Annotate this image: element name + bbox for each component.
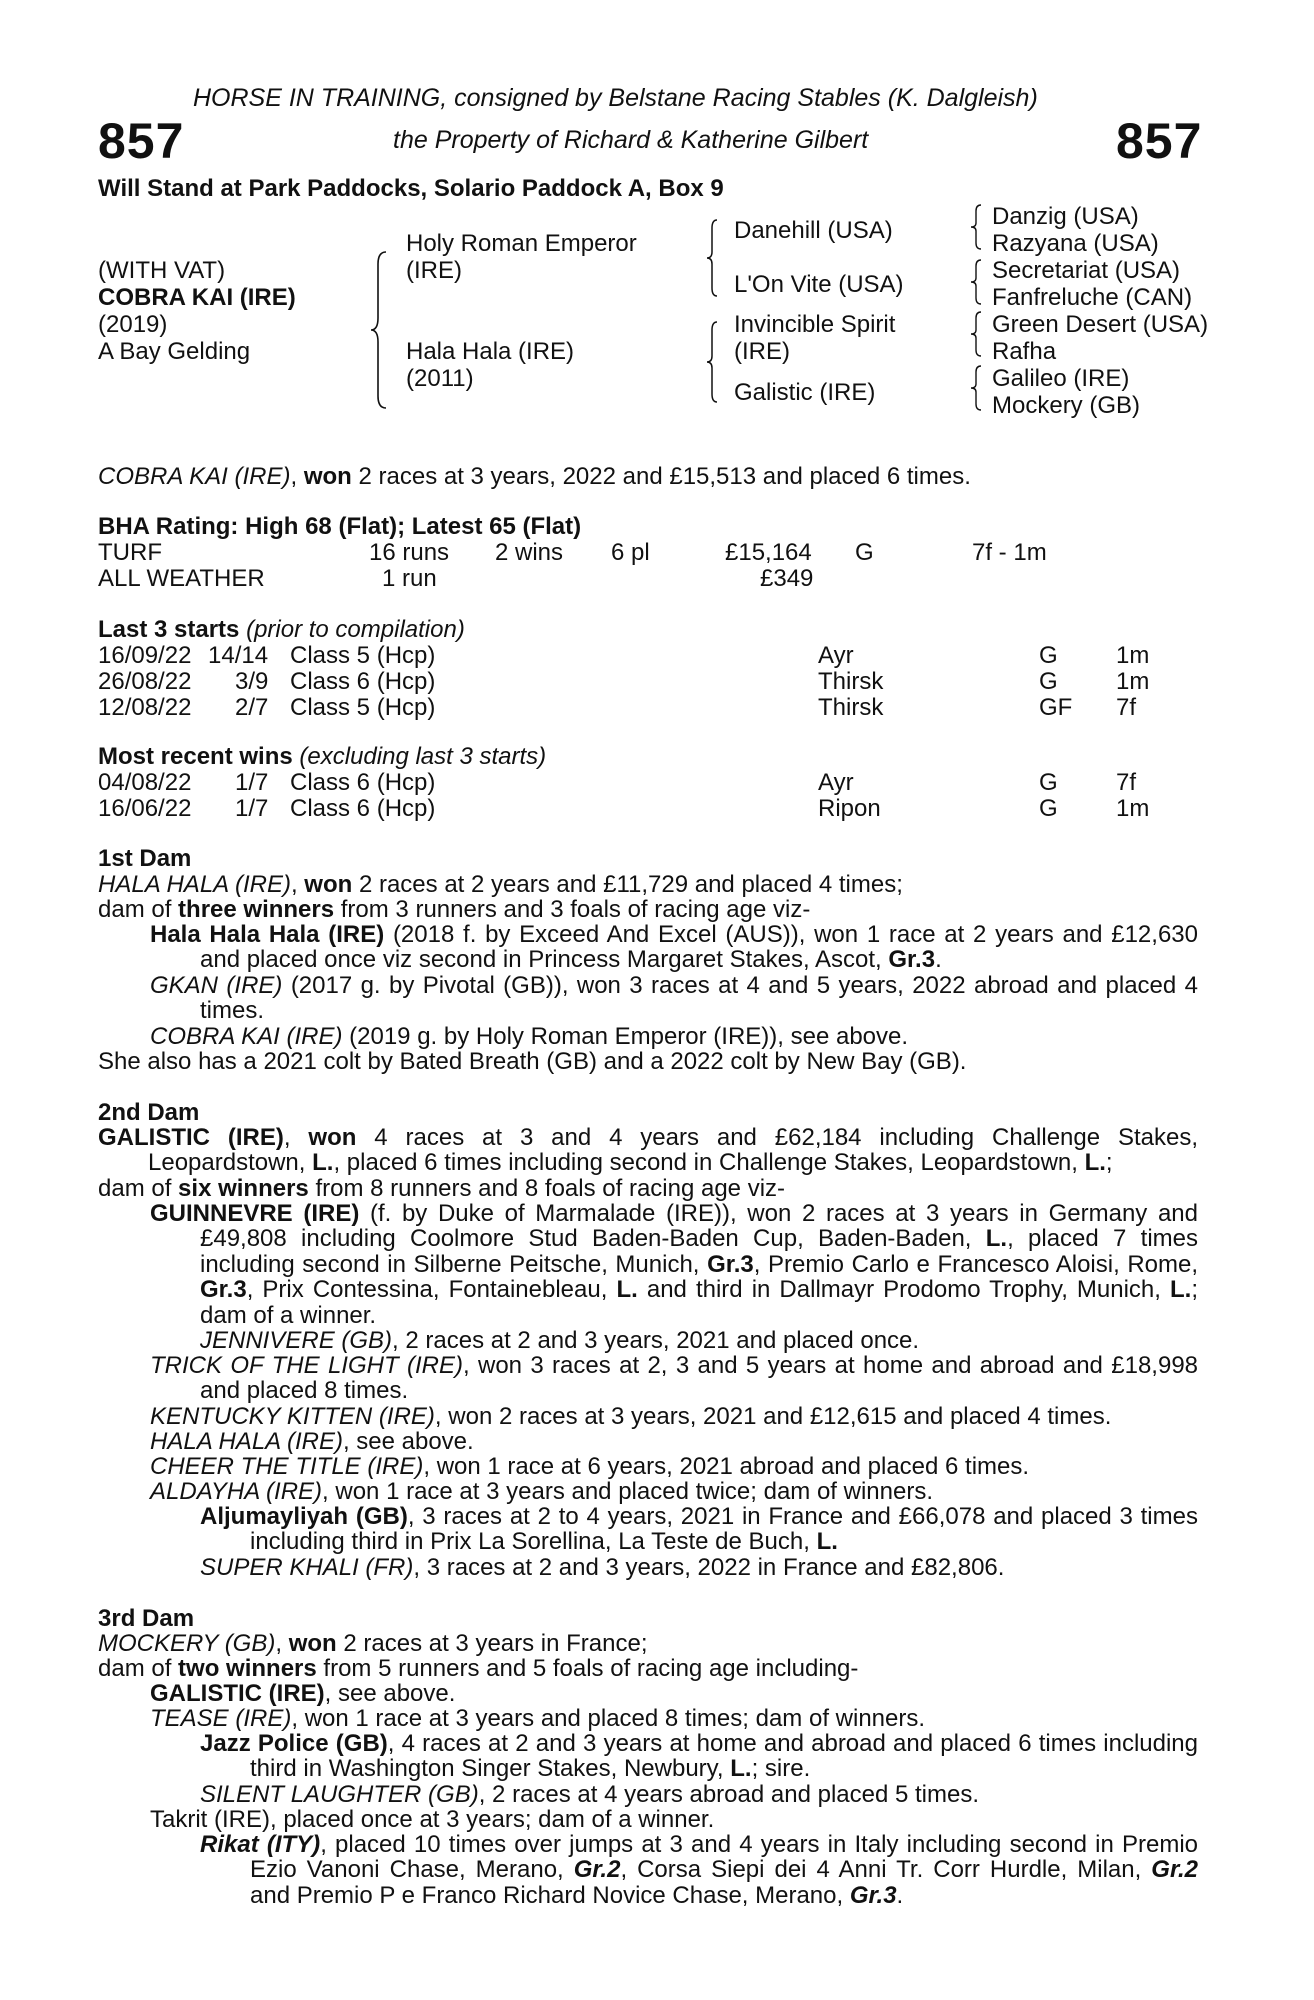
row-going: G	[1039, 795, 1058, 822]
pedigree-brace-dam	[704, 320, 720, 404]
row-going: G	[1039, 668, 1058, 695]
stand-location: Will Stand at Park Paddocks, Solario Paddock A, Box 9	[98, 175, 724, 202]
sire-sire: Danehill (USA)	[734, 217, 893, 244]
row-date: 04/08/22	[98, 769, 192, 796]
dam-year: (2011)	[406, 365, 474, 392]
offspring-cobra-kai: COBRA KAI (IRE) (2019 g. by Holy Roman Emperor (IRE)), see above.	[150, 1023, 909, 1050]
lot-number-right: 857	[1116, 113, 1203, 169]
second-dam-produce-summary: dam of six winners from 8 runners and 8 foals of racing age viz-	[98, 1175, 786, 1202]
pedigree-secretariat: Secretariat (USA)	[992, 257, 1181, 284]
sire-country: (IRE)	[406, 257, 462, 284]
offspring-kentucky-kitten: KENTUCKY KITTEN (IRE), won 2 races at 3 years, 2021 and £12,615 and placed 4 times.	[150, 1403, 1112, 1430]
row-course: Thirsk	[818, 694, 884, 721]
offspring-trick-of-the-light: TRICK OF THE LIGHT (IRE), won 3 races at 2, 3 and 5 years at home and abroad and £18,998 and placed 8 times.	[150, 1352, 1199, 1405]
row-class: Class 6 (Hcp)	[290, 795, 436, 822]
offspring-hala-hala: HALA HALA (IRE), see above.	[150, 1428, 474, 1455]
second-dam-heading: 2nd Dam	[98, 1099, 200, 1126]
first-dam-heading: 1st Dam	[98, 845, 192, 872]
consignor-line: HORSE IN TRAINING, consigned by Belstane Racing Stables (K. Dalgleish)	[193, 84, 1038, 112]
owner-line: the Property of Richard & Katherine Gilbert	[393, 126, 869, 154]
row-class: Class 5 (Hcp)	[290, 642, 436, 669]
row-course: Thirsk	[818, 668, 884, 695]
offspring-rikat: Rikat (ITY), placed 10 times over jumps at 3 and 4 years in Italy including second in Premio Ezio Vanoni Chase, Merano, Gr.2, Corsa Siepi dei 4 Anni Tr. Corr Hurdle, Milan, Gr.2 and Premio P e Franco Richard Novice Chase, Merano, Gr.3.	[200, 1831, 1198, 1909]
row-position: 1/7	[235, 769, 269, 796]
row-class: Class 5 (Hcp)	[290, 694, 436, 721]
offspring-silent-laughter: SILENT LAUGHTER (GB), 2 races at 4 years abroad and placed 5 times.	[200, 1781, 980, 1808]
third-dam-heading: 3rd Dam	[98, 1605, 195, 1632]
offspring-cheer-the-title: CHEER THE TITLE (IRE), won 1 race at 6 years, 2021 abroad and placed 6 times.	[150, 1453, 1030, 1480]
row-going: G	[1039, 642, 1058, 669]
horse-name: COBRA KAI (IRE)	[98, 284, 296, 311]
last3-heading: Last 3 starts (prior to compilation)	[98, 616, 465, 643]
offspring-guinnevre: GUINNEVRE (IRE) (f. by Duke of Marmalade (IRE)), won 2 races at 3 years in Germany and £49,808 including Coolmore Stud Baden-Baden Cup, Baden-Baden, L., placed 7 times including second in Silberne Peitsche, Munich, Gr.3, Premio Carlo e Francesco Aloisi, Rome, Gr.3, Prix Contessina, Fontainebleau, L. and third in Dallmayr Prodomo Trophy, Munich, L.; dam of a winner.	[150, 1200, 1199, 1329]
row-class: Class 6 (Hcp)	[290, 769, 436, 796]
rating-distance-turf: 7f - 1m	[972, 539, 1047, 566]
pedigree-galileo: Galileo (IRE)	[992, 365, 1130, 392]
row-date: 16/09/22	[98, 642, 192, 669]
row-course: Ayr	[818, 769, 854, 796]
third-dam-produce-summary: dam of two winners from 5 runners and 5 foals of racing age including-	[98, 1655, 859, 1682]
row-distance: 1m	[1116, 668, 1150, 695]
row-going: G	[1039, 769, 1058, 796]
rating-placed-turf: 6 pl	[611, 539, 650, 566]
first-dam-record: HALA HALA (IRE), won 2 races at 2 years and £11,729 and placed 4 times;	[98, 871, 903, 898]
row-course: Ripon	[818, 795, 881, 822]
dam-name: Hala Hala (IRE)	[406, 338, 575, 365]
pedigree-brace-main	[368, 250, 390, 410]
offspring-gkan: GKAN (IRE) (2017 g. by Pivotal (GB)), won 3 races at 4 and 5 years, 2022 abroad and placed 4 times.	[150, 972, 1198, 1025]
pedigree-brace-3d	[968, 364, 984, 412]
sire-dam: L'On Vite (USA)	[734, 271, 904, 298]
pedigree-rafha: Rafha	[992, 338, 1057, 365]
race-summary: COBRA KAI (IRE), won 2 races at 3 years, 2022 and £15,513 and placed 6 times.	[98, 463, 971, 490]
pedigree-brace-sire	[704, 218, 720, 298]
lot-number-left: 857	[98, 113, 185, 169]
offspring-takrit: Takrit (IRE), placed once at 3 years; dam of a winner.	[150, 1806, 715, 1833]
dam-dam: Galistic (IRE)	[734, 379, 876, 406]
first-dam-also: She also has a 2021 colt by Bated Breath (GB) and a 2022 colt by New Bay (GB).	[98, 1048, 967, 1075]
pedigree-green-desert: Green Desert (USA)	[992, 311, 1209, 338]
dam-sire-country: (IRE)	[734, 338, 790, 365]
third-dam-record: MOCKERY (GB), won 2 races at 3 years in France;	[98, 1630, 648, 1657]
horse-description: A Bay Gelding	[98, 338, 251, 365]
rating-going-turf: G	[855, 539, 874, 566]
row-date: 26/08/22	[98, 668, 192, 695]
rating-runs-aw: 1 run	[382, 565, 437, 592]
pedigree-danzig: Danzig (USA)	[992, 203, 1139, 230]
row-distance: 7f	[1116, 769, 1137, 796]
row-distance: 1m	[1116, 795, 1150, 822]
rating-title: BHA Rating: High 68 (Flat); Latest 65 (Flat)	[98, 513, 582, 540]
rating-surface-aw: ALL WEATHER	[98, 565, 265, 592]
recent-heading: Most recent wins (excluding last 3 starts)	[98, 743, 547, 770]
pedigree-brace-3c	[968, 310, 984, 358]
offspring-aldayha: ALDAYHA (IRE), won 1 race at 3 years and placed twice; dam of winners.	[150, 1478, 934, 1505]
offspring-jazz-police: Jazz Police (GB), 4 races at 2 and 3 years at home and abroad and placed 6 times including third in Washington Singer Stakes, Newbury, L.; sire.	[200, 1730, 1198, 1783]
row-course: Ayr	[818, 642, 854, 669]
rating-wins-turf: 2 wins	[495, 539, 564, 566]
row-date: 16/06/22	[98, 795, 192, 822]
rating-surface-turf: TURF	[98, 539, 162, 566]
row-position: 14/14	[208, 642, 269, 669]
offspring-tease: TEASE (IRE), won 1 race at 3 years and placed 8 times; dam of winners.	[150, 1705, 926, 1732]
offspring-super-khali: SUPER KHALI (FR), 3 races at 2 and 3 years, 2022 in France and £82,806.	[200, 1554, 1005, 1581]
pedigree-brace-3a	[968, 203, 984, 251]
row-position: 1/7	[235, 795, 269, 822]
rating-runs-turf: 16 runs	[369, 539, 450, 566]
offspring-hala-hala-hala: Hala Hala Hala (IRE) (2018 f. by Exceed And Excel (AUS)), won 1 race at 2 years and £12,630 and placed once viz second in Princess Margaret Stakes, Ascot, Gr.3.	[150, 921, 1198, 974]
rating-prize-turf: £15,164	[725, 539, 812, 566]
pedigree-brace-3b	[968, 258, 984, 306]
dam-sire-name: Invincible Spirit	[734, 311, 896, 338]
offspring-jennivere: JENNIVERE (GB), 2 races at 2 and 3 years, 2021 and placed once.	[200, 1327, 920, 1354]
sire-name: Holy Roman Emperor	[406, 230, 637, 257]
row-position: 2/7	[235, 694, 269, 721]
vat-note: (WITH VAT)	[98, 257, 226, 284]
first-dam-produce-summary: dam of three winners from 3 runners and 3 foals of racing age viz-	[98, 896, 811, 923]
row-position: 3/9	[235, 668, 269, 695]
offspring-aljumayliyah: Aljumayliyah (GB), 3 races at 2 to 4 years, 2021 in France and £66,078 and placed 3 times including third in Prix La Sorellina, La Teste de Buch, L.	[200, 1503, 1198, 1556]
horse-year: (2019)	[98, 311, 168, 338]
pedigree-fanfreluche: Fanfreluche (CAN)	[992, 284, 1193, 311]
rating-prize-aw: £349	[760, 565, 814, 592]
row-going: GF	[1039, 694, 1073, 721]
row-class: Class 6 (Hcp)	[290, 668, 436, 695]
row-distance: 1m	[1116, 642, 1150, 669]
pedigree-razyana: Razyana (USA)	[992, 230, 1159, 257]
pedigree-mockery: Mockery (GB)	[992, 392, 1141, 419]
row-distance: 7f	[1116, 694, 1137, 721]
offspring-galistic: GALISTIC (IRE), see above.	[150, 1680, 456, 1707]
second-dam-record: GALISTIC (IRE), won 4 races at 3 and 4 years and £62,184 including Challenge Stakes, Leopardstown, L., placed 6 times including second in Challenge Stakes, Leopardstown, L.;	[98, 1124, 1198, 1177]
row-date: 12/08/22	[98, 694, 192, 721]
